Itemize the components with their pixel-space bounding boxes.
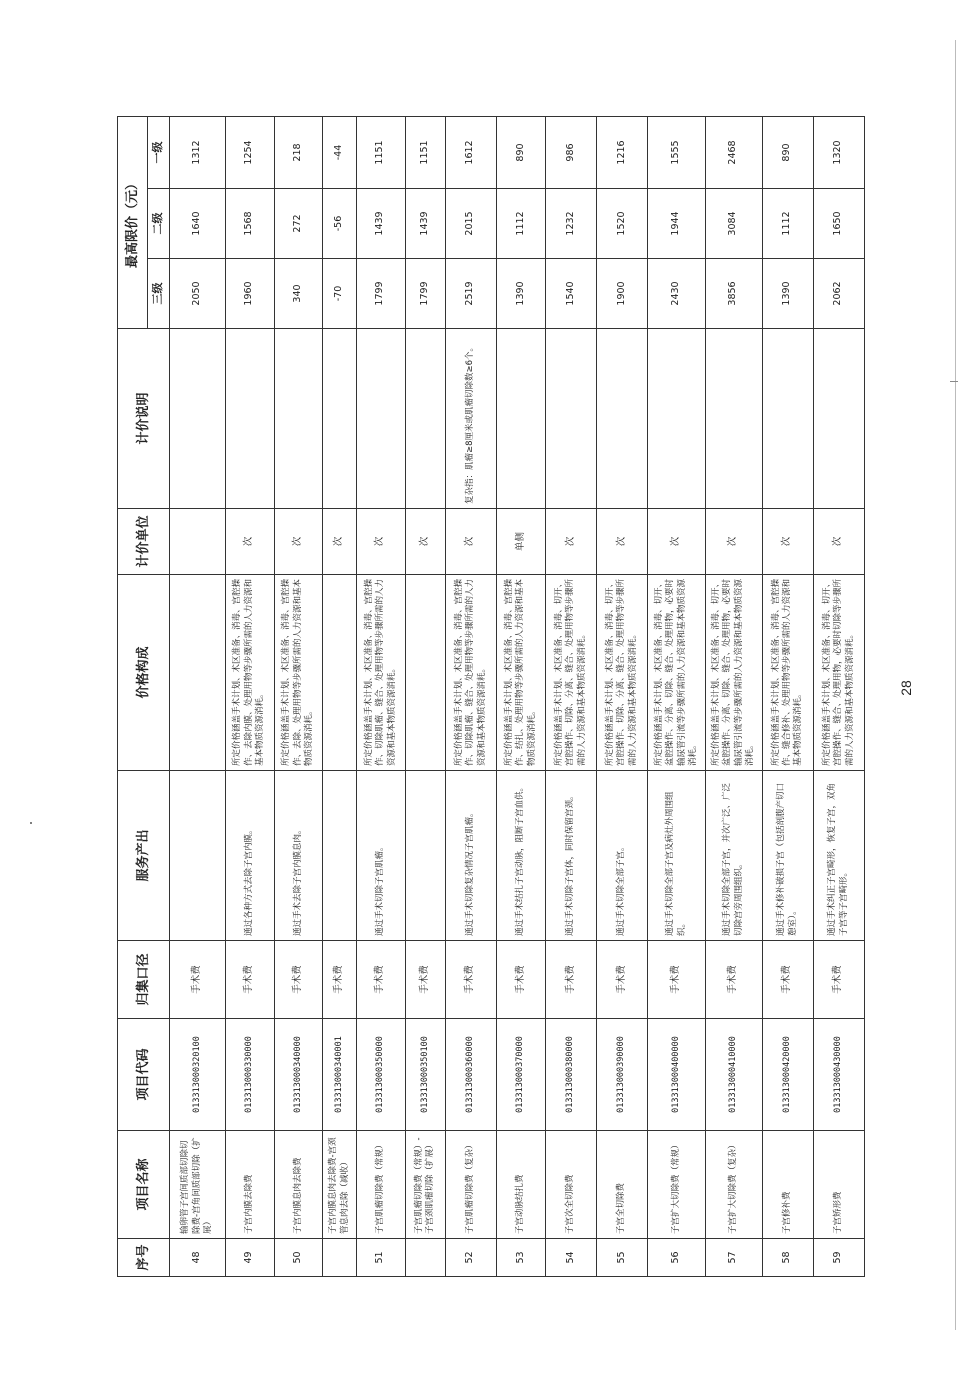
unit-cell: 次 (356, 509, 405, 575)
composition-cell: 所定价格涵盖手术计划、术区准备、消毒、宫腔操作、去除内膜、处理用物等步骤所需的人力资源和基本物质资源消耗。 (225, 575, 274, 771)
note-cell (648, 329, 706, 509)
name-cell: 子宫全切除费 (597, 1131, 648, 1239)
name-cell: 子宫矫形费 (813, 1131, 864, 1239)
seq-cell: 52 (445, 1239, 496, 1277)
table-row (170, 116, 226, 1276)
price-level3-cell: 340 (274, 259, 323, 329)
service-cell: 通过手术修补破损子宫（包括剖腹产切口憩室）。 (762, 771, 813, 941)
header-category: 归集口径 (118, 941, 170, 1019)
name-cell: 子宫肌瘤切除费（复杂） (445, 1131, 496, 1239)
price-level2-cell: 3084 (706, 189, 763, 259)
name-cell: 子宫肌瘤切除费（常规） (356, 1131, 405, 1239)
price-level2-cell: 1112 (762, 189, 813, 259)
price-level3-cell: 2430 (648, 259, 706, 329)
price-level3-cell: 2062 (813, 259, 864, 329)
note-cell (813, 329, 864, 509)
table-row (545, 116, 596, 1276)
service-cell: 通过各种方式去除子宫内膜。 (225, 771, 274, 941)
category-cell: 手术费 (274, 941, 323, 1019)
table-row (762, 116, 813, 1276)
price-level1-cell: 890 (762, 116, 813, 188)
service-cell: 通过手术切除全部子宫，并次广泛、广泛切除宫旁周围组织。 (706, 771, 763, 941)
code-cell: 013313000320100 (170, 1019, 226, 1131)
price-level3-cell: -70 (323, 259, 356, 329)
scan-edge-tick (950, 381, 958, 382)
header-price-limit: 最高限价（元） (118, 116, 148, 328)
table-row (813, 116, 864, 1276)
code-cell: 013313000410000 (706, 1019, 763, 1131)
name-cell: 子宫动脉结扎费 (496, 1131, 545, 1239)
scan-edge-line (955, 40, 956, 1330)
seq-cell: 56 (648, 1239, 706, 1277)
note-cell (405, 329, 445, 509)
price-level1-cell: 1555 (648, 116, 706, 188)
header-level1: 一级 (148, 116, 170, 188)
price-level3-cell: 1390 (762, 259, 813, 329)
composition-cell: 所定价格涵盖手术计划、术区准备、消毒、宫腔操作、结扎、处理用物等步骤所需的人力资源和基本物质资源消耗。 (496, 575, 545, 771)
name-cell: 子宫内膜息肉去除费 (274, 1131, 323, 1239)
category-cell: 手术费 (225, 941, 274, 1019)
price-level2-cell: 1439 (405, 189, 445, 259)
unit-cell: 次 (405, 509, 445, 575)
note-cell (597, 329, 648, 509)
table-row (445, 116, 496, 1276)
category-cell: 手术费 (496, 941, 545, 1019)
unit-cell: 次 (706, 509, 763, 575)
table-row (706, 116, 763, 1276)
unit-cell (170, 509, 226, 575)
price-level3-cell: 2050 (170, 259, 226, 329)
note-cell (706, 329, 763, 509)
price-level2-cell: 1944 (648, 189, 706, 259)
service-cell: 通过手术切除子宫体，同时保留宫颈。 (545, 771, 596, 941)
composition-cell: 所定价格涵盖手术计划、术区准备、消毒、宫腔操作、切除肌瘤、缝合、处理用物等步骤所需的人力资源和基本物质资源消耗。 (445, 575, 496, 771)
price-level2-cell: 1650 (813, 189, 864, 259)
price-table-body (170, 116, 865, 1276)
category-cell: 手术费 (762, 941, 813, 1019)
seq-cell: 59 (813, 1239, 864, 1277)
price-level2-cell: 2015 (445, 189, 496, 259)
unit-cell: 次 (648, 509, 706, 575)
price-level3-cell: 2519 (445, 259, 496, 329)
header-unit: 计价单位 (118, 509, 170, 575)
composition-cell (405, 575, 445, 771)
seq-cell: 55 (597, 1239, 648, 1277)
header-service: 服务产出 (118, 771, 170, 941)
seq-cell: 49 (225, 1239, 274, 1277)
seq-cell (323, 1239, 356, 1277)
unit-cell: 次 (323, 509, 356, 575)
table-row (274, 116, 323, 1276)
seq-cell: 54 (545, 1239, 596, 1277)
composition-cell: 所定价格涵盖手术计划、术区准备、消毒、切开、宫腔操作、切除、分离、缝合、处理用物等步骤所需的人力资源和基本物质资源消耗。 (597, 575, 648, 771)
unit-cell: 次 (445, 509, 496, 575)
price-level1-cell: 1254 (225, 116, 274, 188)
category-cell: 手术费 (597, 941, 648, 1019)
price-level1-cell: 1151 (405, 116, 445, 188)
unit-cell: 次 (225, 509, 274, 575)
code-cell: 013313000330000 (225, 1019, 274, 1131)
name-cell: 子宫扩大切除费（常规） (648, 1131, 706, 1239)
price-level1-cell: 986 (545, 116, 596, 188)
price-level2-cell: 1568 (225, 189, 274, 259)
service-cell: 通过手术去除子宫内膜息肉。 (274, 771, 323, 941)
price-level1-cell: 1216 (597, 116, 648, 188)
table-row (597, 116, 648, 1276)
unit-cell: 次 (545, 509, 596, 575)
service-cell: 通过手术切除全部子宫及病灶外周围组织。 (648, 771, 706, 941)
name-cell: 子宫内膜息肉去除费-宫颈管息肉去除（减收） (323, 1131, 356, 1239)
table-row (496, 116, 545, 1276)
price-level1-cell: 1320 (813, 116, 864, 188)
service-cell (170, 771, 226, 941)
header-composition: 价格构成 (118, 575, 170, 771)
service-cell (405, 771, 445, 941)
table-row (356, 116, 405, 1276)
scan-dust-speck (30, 822, 32, 824)
price-level2-cell: 1439 (356, 189, 405, 259)
unit-cell: 次 (813, 509, 864, 575)
service-cell: 通过手术切除子宫肌瘤。 (356, 771, 405, 941)
composition-cell: 所定价格涵盖手术计划、术区准备、消毒、切开、盆腔操作、分离、切除、缝合、处理用物，必要时输尿管引流等步骤所需的人力资源和基本物质资源消耗。 (648, 575, 706, 771)
price-level3-cell: 3856 (706, 259, 763, 329)
category-cell: 手术费 (706, 941, 763, 1019)
price-level1-cell: 1612 (445, 116, 496, 188)
header-code: 项目代码 (118, 1019, 170, 1131)
note-cell (274, 329, 323, 509)
name-cell: 子宫次全切除费 (545, 1131, 596, 1239)
composition-cell: 所定价格涵盖手术计划、术区准备、消毒、切开、宫腔操作、切除、分离、缝合、处理用物等步骤所需的人力资源和基本物质资源消耗。 (545, 575, 596, 771)
composition-cell: 所定价格涵盖手术计划、术区准备、消毒、宫腔操作、切除肌瘤、缝合、处理用物等步骤所需的人力资源和基本物质资源消耗。 (356, 575, 405, 771)
note-cell (356, 329, 405, 509)
page-number: 28 (897, 680, 914, 696)
category-cell: 手术费 (648, 941, 706, 1019)
composition-cell: 所定价格涵盖手术计划、术区准备、消毒、宫腔操作、去除、处理用物等步骤所需的人力资源和基本物质资源消耗。 (274, 575, 323, 771)
composition-cell: 所定价格涵盖手术计划、术区准备、消毒、切开、宫腔操作、缝合、处理用物，必要时切除等步骤所需的人力资源和基本物质资源消耗。 (813, 575, 864, 771)
name-cell: 子宫扩大切除费（复杂） (706, 1131, 763, 1239)
note-cell: 复杂指：肌瘤≥8厘米或肌瘤切除数≥6个。 (445, 329, 496, 509)
price-level1-cell: -44 (323, 116, 356, 188)
code-cell: 013313000400000 (648, 1019, 706, 1131)
category-cell: 手术费 (170, 941, 226, 1019)
composition-cell: 所定价格涵盖手术计划、术区准备、消毒、切开、盆腔操作、分离、切除、缝合、处理用物，必要时输尿管引流等步骤所需的人力资源和基本物质资源消耗。 (706, 575, 763, 771)
price-table-sheet (117, 117, 865, 1277)
table-row (405, 116, 445, 1276)
code-cell: 013313000420000 (762, 1019, 813, 1131)
category-cell: 手术费 (323, 941, 356, 1019)
price-level3-cell: 1799 (356, 259, 405, 329)
table-row (323, 116, 356, 1276)
name-cell: 子宫内膜去除费 (225, 1131, 274, 1239)
price-level3-cell: 1799 (405, 259, 445, 329)
service-cell: 通过手术结扎子宫动脉，阻断子宫血供。 (496, 771, 545, 941)
name-cell: 输卵管子宫间质部切除切除费-宫角间质部切除（扩展） (170, 1131, 226, 1239)
price-level1-cell: 1151 (356, 116, 405, 188)
note-cell (225, 329, 274, 509)
service-cell: 通过手术纠正子宫畸形，恢复子宫，双角子宫等子宫畸形。 (813, 771, 864, 941)
code-cell: 013313000430000 (813, 1019, 864, 1131)
composition-cell (323, 575, 356, 771)
price-level1-cell: 1312 (170, 116, 226, 188)
name-cell: 子宫修补费 (762, 1131, 813, 1239)
seq-cell: 57 (706, 1239, 763, 1277)
code-cell: 013313000350100 (405, 1019, 445, 1131)
price-level2-cell: 272 (274, 189, 323, 259)
composition-cell: 所定价格涵盖手术计划、术区准备、消毒、宫腔操作、缝合修补、处理用物等步骤所需的人力资源和基本物质资源消耗。 (762, 575, 813, 771)
header-name: 项目名称 (118, 1131, 170, 1239)
price-level3-cell: 1900 (597, 259, 648, 329)
price-level2-cell: 1232 (545, 189, 596, 259)
note-cell (545, 329, 596, 509)
category-cell: 手术费 (445, 941, 496, 1019)
unit-cell: 次 (762, 509, 813, 575)
unit-cell: 次 (274, 509, 323, 575)
category-cell: 手术费 (405, 941, 445, 1019)
unit-cell: 次 (597, 509, 648, 575)
category-cell: 手术费 (545, 941, 596, 1019)
price-level3-cell: 1390 (496, 259, 545, 329)
price-level1-cell: 218 (274, 116, 323, 188)
seq-cell (405, 1239, 445, 1277)
code-cell: 013313000370000 (496, 1019, 545, 1131)
seq-cell: 53 (496, 1239, 545, 1277)
category-cell: 手术费 (356, 941, 405, 1019)
category-cell: 手术费 (813, 941, 864, 1019)
service-cell: 通过手术切除复杂情况子宫肌瘤。 (445, 771, 496, 941)
price-level2-cell: -56 (323, 189, 356, 259)
code-cell: 013313000340001 (323, 1019, 356, 1131)
seq-cell: 50 (274, 1239, 323, 1277)
code-cell: 013313000350000 (356, 1019, 405, 1131)
price-level2-cell: 1520 (597, 189, 648, 259)
table-row (225, 116, 274, 1276)
price-level3-cell: 1960 (225, 259, 274, 329)
price-level1-cell: 2468 (706, 116, 763, 188)
seq-cell: 48 (170, 1239, 226, 1277)
name-cell: 子宫肌瘤切除费（常规）-子宫颈肌瘤切除（扩展） (405, 1131, 445, 1239)
service-cell (323, 771, 356, 941)
price-level3-cell: 1540 (545, 259, 596, 329)
composition-cell (170, 575, 226, 771)
price-table (117, 116, 865, 1277)
header-level2: 二级 (148, 189, 170, 259)
seq-cell: 51 (356, 1239, 405, 1277)
header-seq: 序号 (118, 1239, 170, 1277)
code-cell: 013313000360000 (445, 1019, 496, 1131)
note-cell (762, 329, 813, 509)
note-cell (496, 329, 545, 509)
header-note: 计价说明 (118, 329, 170, 509)
code-cell: 013313000340000 (274, 1019, 323, 1131)
price-level2-cell: 1640 (170, 189, 226, 259)
note-cell (170, 329, 226, 509)
header-level3: 三级 (148, 259, 170, 329)
code-cell: 013313000380000 (545, 1019, 596, 1131)
code-cell: 013313000390000 (597, 1019, 648, 1131)
price-level1-cell: 890 (496, 116, 545, 188)
note-cell (323, 329, 356, 509)
seq-cell: 58 (762, 1239, 813, 1277)
unit-cell: 单侧 (496, 509, 545, 575)
price-level2-cell: 1112 (496, 189, 545, 259)
table-row (648, 116, 706, 1276)
service-cell: 通过手术切除全部子宫。 (597, 771, 648, 941)
